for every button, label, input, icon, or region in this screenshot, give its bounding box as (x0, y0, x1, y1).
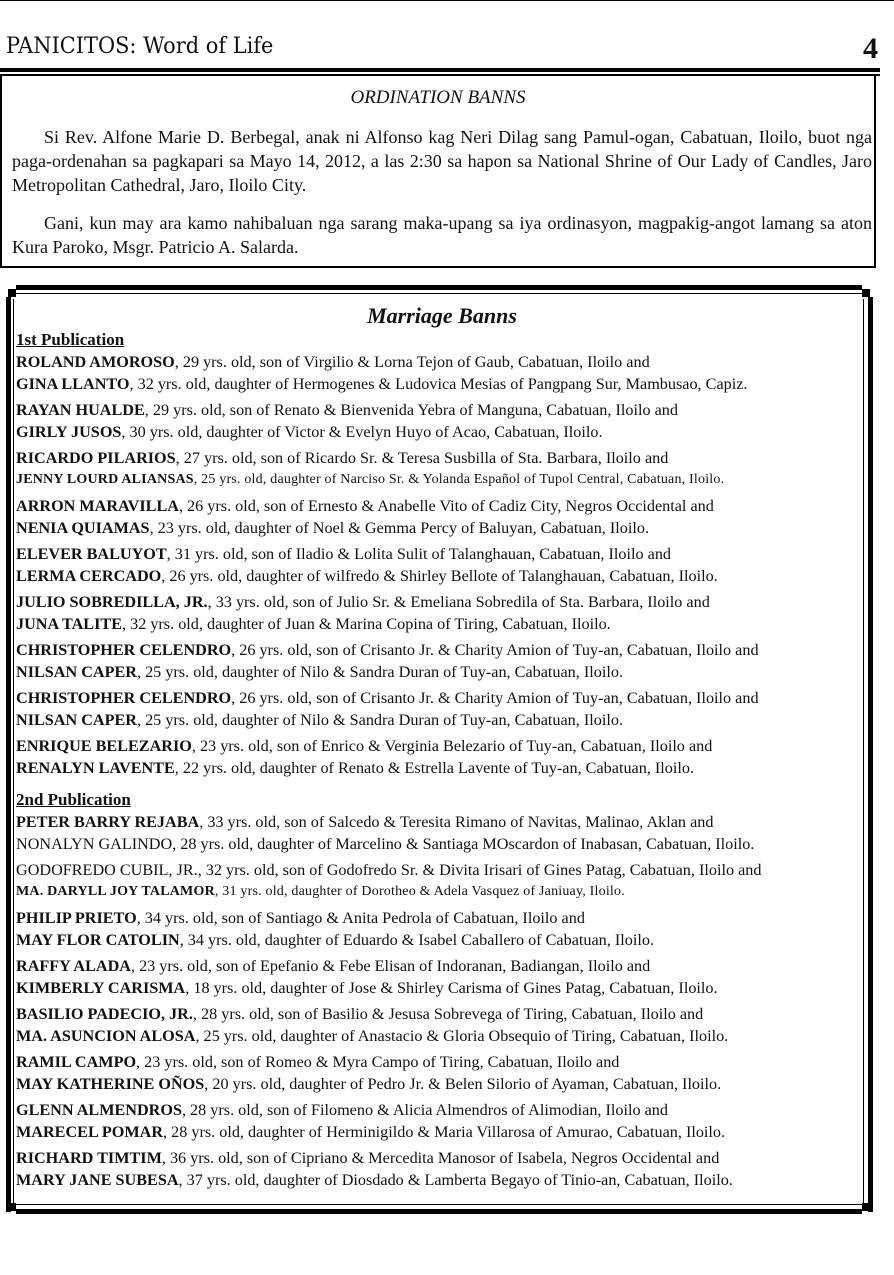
groom-details: , 31 yrs. old, son of Iladio & Lolita Sulit of Talanghauan, Cabatuan, Iloilo and (166, 545, 672, 563)
frame-border (16, 1204, 862, 1205)
groom-name: JULIO SOBREDILLA, JR. (16, 593, 208, 611)
bride-details: , 28 yrs. old, daughter of Herminigildo & Maria Villarosa of Amurao, Cabatuan, Iloilo. (163, 1123, 726, 1141)
groom-name: RICHARD TIMTIM (16, 1149, 162, 1167)
bride-name: MAY FLOR CATOLIN (16, 931, 180, 949)
groom-line (16, 1051, 866, 1073)
groom-line (16, 687, 866, 709)
bride-name: MARY JANE SUBESA (16, 1171, 179, 1189)
bride-name: JUNA TALITE (16, 615, 122, 633)
banns-entry (16, 859, 866, 903)
bride-details: , 32 yrs. old, daughter of Hermogenes & Ludovica Mesias of Pangpang Sur, Mambusao, Capiz. (129, 375, 748, 393)
groom-details: , 23 yrs. old, son of Romeo & Myra Campo of Tiring, Cabatuan, Iloilo and (136, 1053, 620, 1071)
banns-list (16, 329, 866, 1195)
top-rule (0, 0, 894, 1)
groom-line (16, 955, 866, 977)
groom-name: ENRIQUE BELEZARIO (16, 737, 192, 755)
groom-details: , 26 yrs. old, son of Crisanto Jr. & Charity Amion of Tuy-an, Cabatuan, Iloilo and (231, 641, 759, 659)
groom-line (16, 399, 866, 421)
groom-name: RAYAN HUALDE (16, 401, 145, 419)
frame-border (13, 299, 14, 1204)
groom-line (16, 495, 866, 517)
frame-border (16, 293, 862, 294)
bride-details: , 31 yrs. old, daughter of Dorotheo & Adela Vasquez of Janiuay, Iloilo. (214, 884, 625, 899)
groom-name: RICARDO PILARIOS (16, 449, 176, 467)
groom-line (16, 811, 866, 833)
page-header (6, 34, 878, 64)
groom-details: , 34 yrs. old, son of Santiago & Anita Pedrola of Cabatuan, Iloilo and (136, 909, 585, 927)
ordination-paragraph: Gani, kun may ara kamo nahibaluan nga sarang maka-upang sa iya ordinasyon, magpakig-angot lamang sa aton Kura Paroko, Msgr. Patricio A. Salarda. (12, 213, 872, 257)
publication-heading: 2nd Publication (16, 790, 131, 809)
groom-line (16, 1099, 866, 1121)
bride-name: GIRLY JUSOS (16, 423, 122, 441)
bride-line (16, 881, 866, 903)
groom-name: PHILIP PRIETO (16, 909, 137, 927)
bride-name: MA. DARYLL JOY TALAMOR (16, 884, 215, 899)
groom-name: CHRISTOPHER CELENDRO (16, 641, 232, 659)
marriage-banns-title: Marriage Banns (367, 303, 517, 328)
bride-details: , 25 yrs. old, daughter of Nilo & Sandra Duran of Tuy-an, Cabatuan, Iloilo. (136, 663, 623, 681)
banns-entry (16, 735, 866, 779)
bride-name: MARECEL POMAR (16, 1123, 164, 1141)
newsletter-title: PANICITOS: Word of Life (6, 34, 274, 59)
bride-details: , 34 yrs. old, daughter of Eduardo & Isabel Caballero of Cabatuan, Iloilo. (179, 931, 654, 949)
groom-details: , 28 yrs. old, son of Filomeno & Alicia Almendros of Alimodian, Iloilo and (181, 1101, 668, 1119)
bride-line (16, 565, 866, 587)
frame-border (16, 285, 862, 290)
frame-corner (8, 1203, 16, 1211)
groom-details: , 23 yrs. old, son of Epefanio & Febe Elisan of Indoranan, Badiangan, Iloilo and (130, 957, 651, 975)
publication-heading: 1st Publication (16, 330, 125, 349)
groom-name: GLENN ALMENDROS (16, 1101, 182, 1119)
bride-line (16, 613, 866, 635)
groom-name: GODOFREDO CUBIL, JR. (16, 861, 198, 879)
groom-name: ARRON MARAVILLA (16, 497, 179, 515)
bride-name: NILSAN CAPER (16, 663, 137, 681)
groom-line (16, 1003, 866, 1025)
groom-details: , 23 yrs. old, son of Enrico & Verginia Belezario of Tuy-an, Cabatuan, Iloilo and (191, 737, 713, 755)
bride-details: , 20 yrs. old, daughter of Pedro Jr. & Belen Silorio of Ayaman, Cabatuan, Iloilo. (204, 1075, 722, 1093)
frame-corner (862, 1203, 870, 1211)
groom-details: , 32 yrs. old, son of Godofredo Sr. & Divita Irisari of Gines Patag, Cabatuan, Iloilo and (197, 861, 762, 879)
bride-line (16, 1025, 866, 1047)
bride-line (16, 469, 866, 491)
frame-corner (8, 289, 16, 297)
bride-details: , 25 yrs. old, daughter of Anastacio & Gloria Obsequio of Tiring, Cabatuan, Iloilo. (195, 1027, 729, 1045)
publication-entries (16, 351, 866, 779)
bride-details: , 28 yrs. old, daughter of Marcelino & Santiaga MOscardon of Inabasan, Cabatuan, Iloilo. (172, 835, 755, 853)
bride-details: , 23 yrs. old, daughter of Noel & Gemma Percy of Baluyan, Cabatuan, Iloilo. (149, 519, 650, 537)
groom-line (16, 735, 866, 757)
banns-entry (16, 639, 866, 683)
frame-border (16, 1209, 862, 1214)
bride-line (16, 1073, 866, 1095)
groom-name: BASILIO PADECIO, JR. (16, 1005, 193, 1023)
banns-entry (16, 1099, 866, 1143)
bride-details: , 25 yrs. old, daughter of Narciso Sr. & Yolanda Español of Tupol Central, Cabatuan, Iloilo. (193, 472, 725, 487)
banns-entry (16, 495, 866, 539)
bride-line (16, 833, 866, 855)
groom-name: ROLAND AMOROSO (16, 353, 175, 371)
bride-name: LERMA CERCADO (16, 567, 162, 585)
groom-details: , 28 yrs. old, son of Basilio & Jesusa Sobrevega of Tiring, Cabatuan, Iloilo and (192, 1005, 704, 1023)
groom-details: , 26 yrs. old, son of Crisanto Jr. & Charity Amion of Tuy-an, Cabatuan, Iloilo and (231, 689, 759, 707)
bride-line (16, 421, 866, 443)
groom-name: RAMIL CAMPO (16, 1053, 137, 1071)
banns-entry (16, 955, 866, 999)
bride-name: RENALYN LAVENTE (16, 759, 175, 777)
header-rule-thick (0, 68, 880, 72)
bride-line (16, 517, 866, 539)
ordination-banns-box (0, 75, 876, 268)
bride-line (16, 661, 866, 683)
groom-details: , 33 yrs. old, son of Salcedo & Teresita Rimano of Navitas, Malinao, Aklan and (199, 813, 714, 831)
groom-details: , 26 yrs. old, son of Ernesto & Anabelle Vito of Cadiz City, Negros Occidental and (178, 497, 714, 515)
bride-details: , 37 yrs. old, daughter of Diosdado & Lamberta Begayo of Tinio-an, Cabatuan, Iloilo. (178, 1171, 733, 1189)
groom-details: , 27 yrs. old, son of Ricardo Sr. & Teresa Susbilla of Sta. Barbara, Iloilo and (175, 449, 669, 467)
ordination-title: ORDINATION BANNS (350, 87, 526, 108)
bride-line (16, 977, 866, 999)
frame-corner (862, 289, 870, 297)
groom-details: , 29 yrs. old, son of Renato & Bienvenida Yebra of Manguna, Cabatuan, Iloilo and (144, 401, 678, 419)
banns-entry (16, 399, 866, 443)
groom-line (16, 907, 866, 929)
frame-border (868, 297, 873, 1212)
groom-line (16, 1147, 866, 1169)
bride-line (16, 1169, 866, 1191)
marriage-banns-box (6, 285, 878, 1220)
groom-line (16, 859, 866, 881)
groom-name: CHRISTOPHER CELENDRO (16, 689, 232, 707)
groom-line (16, 639, 866, 661)
bride-name: JENNY LOURD ALIANSAS (16, 472, 194, 487)
bride-details: , 26 yrs. old, daughter of wilfredo & Shirley Bellote of Talanghauan, Cabatuan, Iloilo. (161, 567, 718, 585)
bride-name: KIMBERLY CARISMA (16, 979, 186, 997)
groom-line (16, 351, 866, 373)
bride-name: GINA LLANTO (16, 375, 130, 393)
groom-details: , 36 yrs. old, son of Cipriano & Mercedita Manosor of Isabela, Negros Occidental and (161, 1149, 720, 1167)
banns-entry (16, 351, 866, 395)
groom-name: PETER BARRY REJABA (16, 813, 200, 831)
bride-name: NENIA QUIAMAS (16, 519, 150, 537)
bride-details: , 32 yrs. old, daughter of Juan & Marina Copina of Tiring, Cabatuan, Iloilo. (122, 615, 611, 633)
banns-entry (16, 543, 866, 587)
bride-line (16, 929, 866, 951)
frame-border (6, 297, 11, 1212)
banns-entry (16, 907, 866, 951)
groom-details: , 29 yrs. old, son of Virgilio & Lorna Tejon of Gaub, Cabatuan, Iloilo and (174, 353, 650, 371)
bride-details: , 18 yrs. old, daughter of Jose & Shirley Carisma of Gines Patag, Cabatuan, Iloilo. (185, 979, 718, 997)
banns-entry (16, 1003, 866, 1047)
groom-line (16, 591, 866, 613)
bride-details: , 22 yrs. old, daughter of Renato & Estrella Lavente of Tuy-an, Cabatuan, Iloilo. (174, 759, 695, 777)
banns-entry (16, 591, 866, 635)
groom-line (16, 447, 866, 469)
groom-name: RAFFY ALADA (16, 957, 131, 975)
ordination-paragraph: Si Rev. Alfone Marie D. Berbegal, anak ni Alfonso kag Neri Dilag sang Pamul-ogan, Cabatuan, Iloilo, buot nga paga-ordenahan sa pagkapari sa Mayo 14, 2012, a las 2:30 sa hapon sa National Shrine of Our Lady of Candles, Jaro Metropolitan Cathedral, Jaro, Iloilo City. (12, 127, 872, 195)
bride-name: NILSAN CAPER (16, 711, 137, 729)
banns-entry (16, 447, 866, 491)
bride-details: , 30 yrs. old, daughter of Victor & Evelyn Huyo of Acao, Cabatuan, Iloilo. (121, 423, 603, 441)
publication-entries (16, 811, 866, 1191)
bride-name: MA. ASUNCION ALOSA (16, 1027, 196, 1045)
page-number: 4 (863, 32, 878, 65)
bride-line (16, 757, 866, 779)
bride-line (16, 373, 866, 395)
bride-line (16, 1121, 866, 1143)
banns-entry (16, 687, 866, 731)
bride-details: , 25 yrs. old, daughter of Nilo & Sandra Duran of Tuy-an, Cabatuan, Iloilo. (136, 711, 623, 729)
banns-entry (16, 811, 866, 855)
groom-details: , 33 yrs. old, son of Julio Sr. & Emeliana Sobredila of Sta. Barbara, Iloilo and (207, 593, 710, 611)
bride-name: MAY KATHERINE OÑOS (16, 1075, 205, 1093)
bride-name: NONALYN GALINDO (16, 835, 173, 853)
groom-line (16, 543, 866, 565)
bride-line (16, 709, 866, 731)
groom-name: ELEVER BALUYOT (16, 545, 167, 563)
banns-entry (16, 1147, 866, 1191)
banns-entry (16, 1051, 866, 1095)
